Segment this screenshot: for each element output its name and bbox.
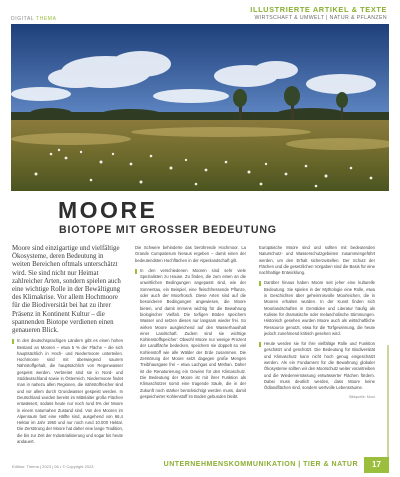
article-subtitle: BIOTOPE MIT GROSSER BEDEUTUNG [59,224,277,236]
section-label: DIGITAL THEMA [11,16,57,22]
article-lead: Moore sind einzigartige und vielfältige Ökosysteme, deren Bedeutung in weiten Bereichen oftmals unterschätzt wird. Sie sind nicht nur Heimat zahlreicher Arten, sondern spielen auch eine wichtige Rolle in der Bewältigung des Klimakrise. Vor allem Hochmoore für die Biodiversität bei hat zu ihrer Präsenz in Kontinent Kultur – die spannenden Biotope verdienen einen genaueren Blick. [12,245,121,335]
text-column-1 [12,245,123,445]
category-subtitle: WIRTSCHAFT & UMWELT | NATUR & PFLANZEN [254,15,387,21]
moor-landscape-photo [11,24,389,191]
paragraph: Europäische Moore sind und sollten mit bedeutenden Naturschutz- und Wasserschutzgebieten zusammengeführt werden, um den Erhalt sicherzustellen. Der Schutz der Flächen und die gesetzlichen Vorgaben sind die Basis für eine nachhaltige Entwicklung. [259,245,375,276]
category-title: ILLUSTRIERTE ARTIKEL & TEXTE [250,5,387,14]
category-header [250,5,387,21]
paragraph: In den deutschsprachigen Ländern gibt es einen hohen Bestand an Mooren – etwa 5 % der Fläche – die sich hauptsächlich in Hoch- und Niedermoore unterteilen. Hochmoore sind mit überwiegend saurem Nährstoffgehalt, die hauptsächlich von Regenwasser gespeist werden. Verbreitet sind sie in Nord- und Süddeutschland sowie in Österreich, Niedermoore findet man in nahezu allen Regionen, die nährstoffreicher sind und vor allem durch Grundwasser gespeist werden. In Deutschland wurden bereits im Mittelalter große Flächen entwässert, sodass heute nur noch rund 5% der Moore in einem naturnahen Zustand sind. Von den Mooren im Alpenraum fast eine Hälfte sind, ausgehend von 66,4 Hektar im Jahr 1950 und nur noch rund 10.000 Hektar. Die Zerstörung der Moore hat daher eine lange Tradition, die bis zur Zeit der Industrialisierung und sogar bis heute andauert. [12,338,123,445]
page-number: 17 [364,457,389,473]
photo-credit: Bildquelle: Moor [349,394,375,399]
paragraph: Darüber hinaus haben Moore seit jeher eine kulturelle Bedeutung. Sie spielen in der Mythologie eine Rolle, etwa in Geschichten über geheimnisvolle Moorleichen, die in Mooren erhalten wurden. In der Kunst finden sich Moorlandschaften in Gemälden und Literatur häufig als Kulisse für dramatische oder melancholische Stimmungen. Historisch gesehen wurden Moore auch als wirtschaftliche Ressource genutzt, etwa für die Torfgewinnung, die heute jedoch zunehmend kritisch gesehen wird. [259,280,375,337]
text-column-2 [135,245,246,400]
text-column-3 [259,245,375,400]
paragraph: Die Schwere behinderte das berührende Hochmoor. La Grande Cumpatierum hieraus ergeben – damit einen der bedeutendsten Hochflächen in der Alpenlandschaft gilt. [135,245,246,263]
article-title: MOORE [58,197,158,223]
paragraph: In den verschiedenen Mooren sind sehr viele Spezialisten zu Hause. Zu finden, die zum einen an die unwirtlichen Bedingungen angepasst sind, wie der Sonnentau, ein Beispiel, eine fleischfressende Pflanze, oder auch der Moorfrosch. Diese Arten sind auf die besonderen Bedingungen angewiesen, die Moore bieten, und damit immens wichtig für die Bewahrung biologischer Vielfalt. Die torfigen Böden speichern Wasser und setzen dieses nur langsam wieder frei. So wirken Moore ausgleichend auf den Wasserhaushalt einer Landschaft. Zudem sind sie wichtige Kohlenstoffspeicher: Obwohl Moore nur wenige Prozent der Landfläche bedecken, speichern sie doppelt so viel Kohlenstoff wie alle Wälder der Erde zusammen. Die Zerstörung der Moore setzt dagegen große Mengen Treibhausgase frei – etwa Lachgas und Methan. Daher ist die Renaturierung ein Gewinn für den Klimaschutz. Die Bedeutung der Moore ist mit ihrer Funktion als Klimaschützer somit eine tragende Säule, die in der Zukunft noch stärker berücksichtigt werden muss, damit gespeicherter Kohlenstoff im Boden gebunden bleibt. [135,268,246,400]
footer-edition: Edition: Thema | 2023 | 06 • © Copyright 2023 [12,464,94,469]
section-label-accent: THEMA [36,16,57,22]
footer-section: UNTERNEHMENSKOMMUNIKATION | TIER & NATUR [163,461,358,468]
accent-rule [387,345,389,465]
paragraph: Heute werden sie für ihre vielfältige Rolle und Funktion geschätzt und geschützt. Die Bedeutung für Biodiversität und Klimaschutz kann nicht hoch genug eingeschätzt werden. Als ein Fundament für die Bewahrung globaler Ökosysteme sollten wir den Moorschutz weiter vorantreiben und die Wiedervernässung entwässerter Flächen fördern. Dabei muss deutlich werden, dass Moore keine Ödlandflächen sind, sondern wertvolle Lebensräume. [259,341,375,391]
